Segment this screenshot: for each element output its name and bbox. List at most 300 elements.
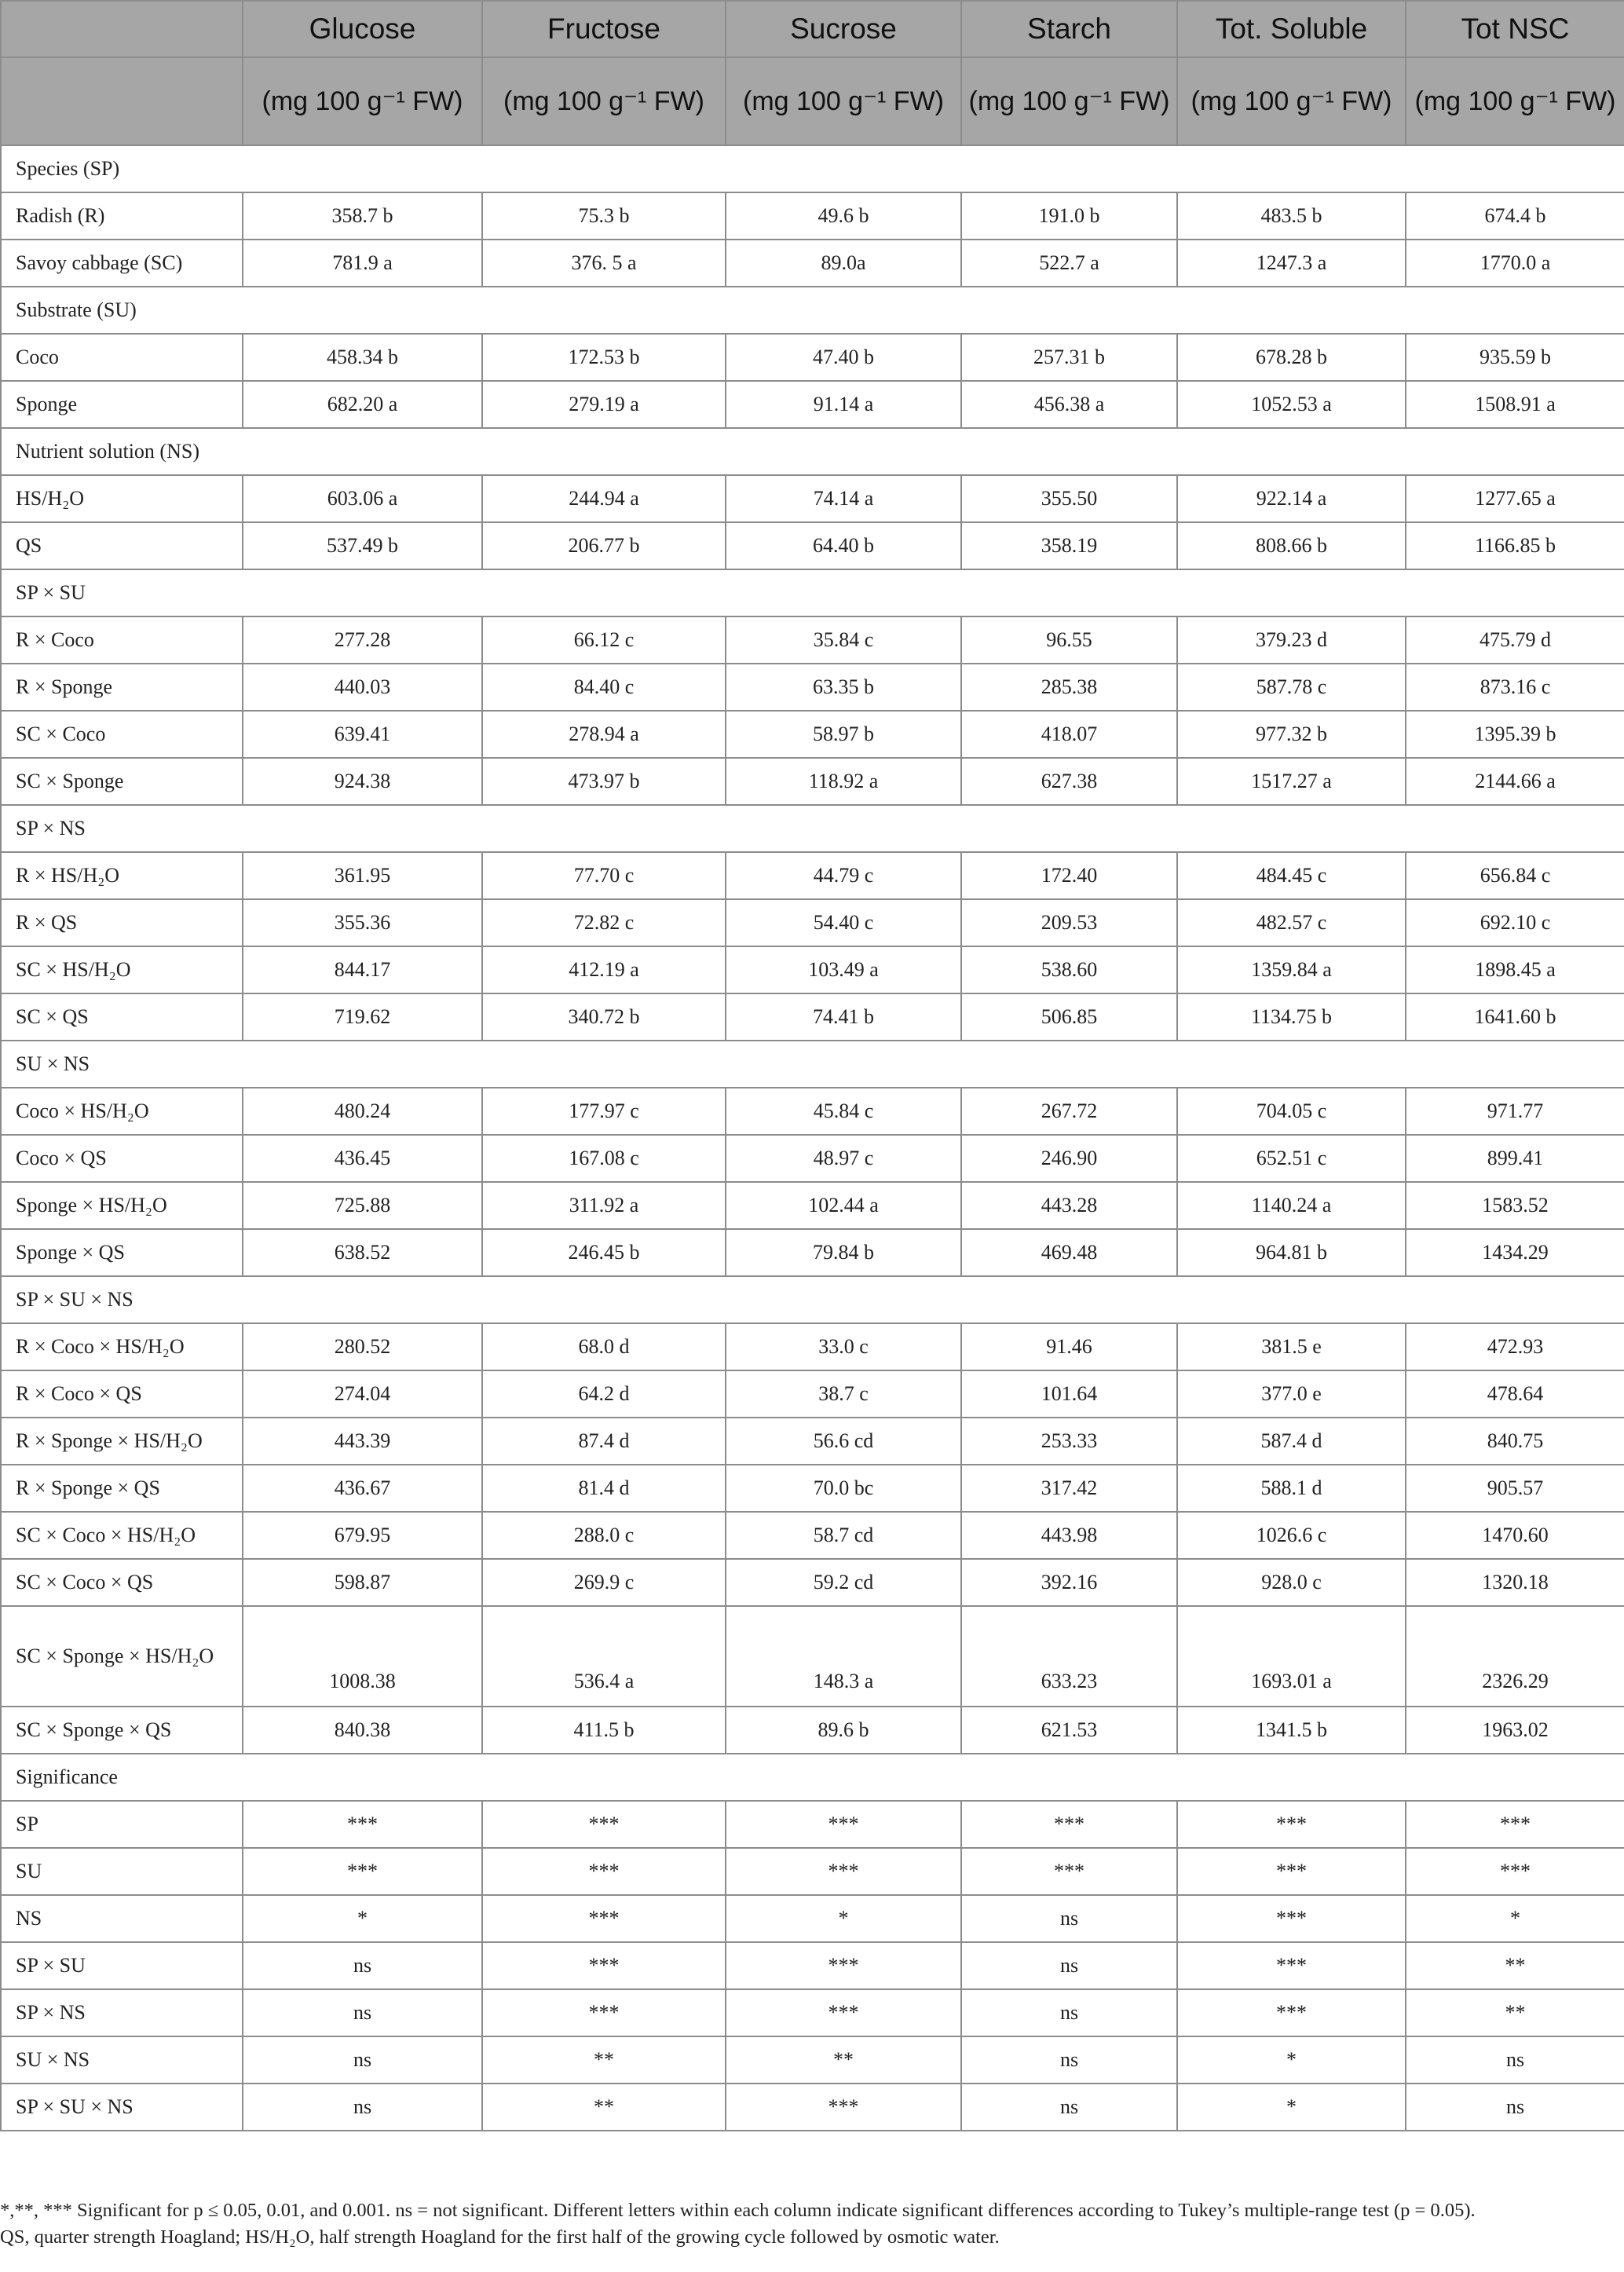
table-cell: 58.7 cd [726, 1512, 961, 1559]
table-cell: 964.81 b [1177, 1229, 1406, 1276]
table-cell: 781.9 a [243, 240, 482, 287]
table-cell: ns [243, 2036, 482, 2084]
table-cell: 443.98 [961, 1512, 1177, 1559]
table-cell: 44.79 c [726, 852, 961, 899]
table-cell: 899.41 [1406, 1135, 1624, 1182]
table-cell: 340.72 b [482, 993, 726, 1041]
row-label: Coco × QS [1, 1135, 243, 1182]
table-cell: 971.77 [1406, 1088, 1624, 1135]
table-cell: 935.59 b [1406, 334, 1624, 381]
table-cell: 587.78 c [1177, 664, 1406, 711]
table-cell: 2326.29 [1406, 1606, 1624, 1707]
table-row [1, 334, 1624, 381]
table-cell: 674.4 b [1406, 192, 1624, 240]
header-tot-soluble: Tot. Soluble [1177, 1, 1406, 57]
table-row [1, 1229, 1624, 1276]
row-label: SU × NS [1, 2036, 243, 2084]
section-label: SP × SU [1, 569, 1624, 616]
row-label: SC × Sponge [1, 758, 243, 805]
table-row [1, 616, 1624, 664]
table-cell: 484.45 c [1177, 852, 1406, 899]
table-row [1, 2036, 1624, 2084]
table-cell: *** [1177, 1848, 1406, 1895]
table-cell: 167.08 c [482, 1135, 726, 1182]
table-cell: 59.2 cd [726, 1559, 961, 1606]
table-cell: 588.1 d [1177, 1465, 1406, 1512]
row-label: NS [1, 1895, 243, 1942]
table-cell: 2144.66 a [1406, 758, 1624, 805]
table-row [1, 475, 1624, 522]
header-row-names [1, 1, 1624, 57]
table-cell: 538.60 [961, 946, 1177, 993]
table-cell: 598.87 [243, 1559, 482, 1606]
table-cell: ns [1406, 2036, 1624, 2084]
table-cell: 1693.01 a [1177, 1606, 1406, 1707]
table-row [1, 1418, 1624, 1465]
table-cell: 267.72 [961, 1088, 1177, 1135]
table-cell: 679.95 [243, 1512, 482, 1559]
table-cell: 355.50 [961, 475, 1177, 522]
table-cell: * [243, 1895, 482, 1942]
row-label: Coco [1, 334, 243, 381]
table-cell: *** [1177, 1895, 1406, 1942]
table-cell: *** [726, 1942, 961, 1989]
table-cell: 77.70 c [482, 852, 726, 899]
table-cell: 1508.91 a [1406, 381, 1624, 428]
header-corner [1, 1, 243, 57]
header-starch: Starch [961, 1, 1177, 57]
section-label: Species (SP) [1, 145, 1624, 192]
table-cell: 72.82 c [482, 899, 726, 946]
table-cell: *** [726, 1801, 961, 1848]
table-cell: 1277.65 a [1406, 475, 1624, 522]
header-tot-nsc: Tot NSC [1406, 1, 1624, 57]
table-cell: ns [243, 1989, 482, 2036]
table-cell: 246.90 [961, 1135, 1177, 1182]
row-label: SP [1, 1801, 243, 1848]
table-cell: 587.4 d [1177, 1418, 1406, 1465]
table-row [1, 1606, 1624, 1707]
table-cell: 1434.29 [1406, 1229, 1624, 1276]
row-label: SP × SU [1, 1942, 243, 1989]
table-cell: 103.49 a [726, 946, 961, 993]
table-cell: 443.28 [961, 1182, 1177, 1229]
table-cell: 358.19 [961, 522, 1177, 569]
table-row [1, 240, 1624, 287]
section-row [1, 1754, 1624, 1801]
table-cell: 482.57 c [1177, 899, 1406, 946]
table-cell: 49.6 b [726, 192, 961, 240]
table-cell: ns [243, 2084, 482, 2131]
table-cell: 278.94 a [482, 711, 726, 758]
table-cell: *** [1177, 1942, 1406, 1989]
section-label: Significance [1, 1754, 1624, 1801]
table-cell: 191.0 b [961, 192, 1177, 240]
row-label: R × Sponge [1, 664, 243, 711]
table-cell: 458.34 b [243, 334, 482, 381]
table-row [1, 1323, 1624, 1370]
row-label: QS [1, 522, 243, 569]
table-cell: 172.40 [961, 852, 1177, 899]
table-cell: 102.44 a [726, 1182, 961, 1229]
table-cell: *** [482, 1989, 726, 2036]
table-cell: 536.4 a [482, 1606, 726, 1707]
table-cell: ** [726, 2036, 961, 2084]
table-cell: 172.53 b [482, 334, 726, 381]
table-cell: 206.77 b [482, 522, 726, 569]
table-cell: 483.5 b [1177, 192, 1406, 240]
table-row [1, 946, 1624, 993]
table-row [1, 1465, 1624, 1512]
table-cell: *** [482, 1801, 726, 1848]
table-cell: 35.84 c [726, 616, 961, 664]
table-cell: 1395.39 b [1406, 711, 1624, 758]
table-cell: *** [1406, 1848, 1624, 1895]
unit-glucose: (mg 100 g⁻¹ FW) [243, 57, 482, 145]
footnote-abbreviations: QS, quarter strength Hoagland; HS/H₂O, half strength Hoagland for the first half of the growing cycle followed by osmotic water. [0, 2226, 1000, 2248]
section-label: SP × NS [1, 805, 1624, 852]
row-label: R × Coco × HS/H₂O [1, 1323, 243, 1370]
row-label: SU [1, 1848, 243, 1895]
row-label: Sponge [1, 381, 243, 428]
row-label: Sponge × QS [1, 1229, 243, 1276]
table-cell: 63.35 b [726, 664, 961, 711]
table-row [1, 711, 1624, 758]
table-cell: 472.93 [1406, 1323, 1624, 1370]
table-cell: 56.6 cd [726, 1418, 961, 1465]
table-cell: 392.16 [961, 1559, 1177, 1606]
table-cell: 91.14 a [726, 381, 961, 428]
table-cell: 639.41 [243, 711, 482, 758]
table-cell: 473.97 b [482, 758, 726, 805]
unit-fructose: (mg 100 g⁻¹ FW) [482, 57, 726, 145]
table-cell: 148.3 a [726, 1606, 961, 1707]
table-cell: 1140.24 a [1177, 1182, 1406, 1229]
table-cell: 64.40 b [726, 522, 961, 569]
table-cell: 277.28 [243, 616, 482, 664]
table-cell: 279.19 a [482, 381, 726, 428]
table-cell: 280.52 [243, 1323, 482, 1370]
row-label: Sponge × HS/H₂O [1, 1182, 243, 1229]
table-row [1, 664, 1624, 711]
section-label: SU × NS [1, 1041, 1624, 1088]
section-row [1, 805, 1624, 852]
table-cell: 81.4 d [482, 1465, 726, 1512]
table-cell: *** [1406, 1801, 1624, 1848]
table-cell: 358.7 b [243, 192, 482, 240]
table-cell: 412.19 a [482, 946, 726, 993]
section-label: SP × SU × NS [1, 1276, 1624, 1323]
table-cell: 379.23 d [1177, 616, 1406, 664]
table-cell: 209.53 [961, 899, 1177, 946]
table-cell: 692.10 c [1406, 899, 1624, 946]
table-row [1, 1182, 1624, 1229]
row-label: SC × Sponge × QS [1, 1707, 243, 1754]
table-cell: 64.2 d [482, 1370, 726, 1418]
table-cell: 725.88 [243, 1182, 482, 1229]
table-cell: ns [243, 1942, 482, 1989]
table-cell: 75.3 b [482, 192, 726, 240]
section-row [1, 569, 1624, 616]
table-cell: 1134.75 b [1177, 993, 1406, 1041]
row-label: R × Sponge × HS/H₂O [1, 1418, 243, 1465]
table-cell: 47.40 b [726, 334, 961, 381]
table-cell: 1359.84 a [1177, 946, 1406, 993]
table-cell: 38.7 c [726, 1370, 961, 1418]
table-cell: *** [243, 1848, 482, 1895]
row-label: R × Coco [1, 616, 243, 664]
row-label: HS/H₂O [1, 475, 243, 522]
table-cell: 288.0 c [482, 1512, 726, 1559]
table-cell: 844.17 [243, 946, 482, 993]
row-label: R × Sponge × QS [1, 1465, 243, 1512]
section-label: Substrate (SU) [1, 287, 1624, 334]
row-label: SC × QS [1, 993, 243, 1041]
table-cell: ** [1406, 1989, 1624, 2036]
table-cell: * [1177, 2084, 1406, 2131]
table-cell: 376. 5 a [482, 240, 726, 287]
table-cell: *** [726, 2084, 961, 2131]
unit-tot-nsc: (mg 100 g⁻¹ FW) [1406, 57, 1624, 145]
table-row [1, 758, 1624, 805]
table-cell: 603.06 a [243, 475, 482, 522]
table-cell: ns [961, 1895, 1177, 1942]
header-sucrose: Sucrose [726, 1, 961, 57]
row-label: R × HS/H₂O [1, 852, 243, 899]
header-glucose: Glucose [243, 1, 482, 57]
table-cell: ns [961, 2084, 1177, 2131]
table-cell: *** [243, 1801, 482, 1848]
table-cell: ** [482, 2036, 726, 2084]
table-cell: 1008.38 [243, 1606, 482, 1707]
table-cell: 1641.60 b [1406, 993, 1624, 1041]
table-row [1, 1707, 1624, 1754]
table-cell: 74.14 a [726, 475, 961, 522]
section-row [1, 428, 1624, 475]
table-cell: 361.95 [243, 852, 482, 899]
table-cell: ** [1406, 1942, 1624, 1989]
table-cell: 924.38 [243, 758, 482, 805]
table-cell: ns [961, 1942, 1177, 1989]
table-cell: 257.31 b [961, 334, 1177, 381]
table-cell: 1166.85 b [1406, 522, 1624, 569]
table-cell: 253.33 [961, 1418, 1177, 1465]
table-row [1, 1942, 1624, 1989]
table-cell: 311.92 a [482, 1182, 726, 1229]
table-row [1, 1370, 1624, 1418]
table-cell: 1898.45 a [1406, 946, 1624, 993]
table-row [1, 2084, 1624, 2131]
unit-sucrose: (mg 100 g⁻¹ FW) [726, 57, 961, 145]
table-row [1, 522, 1624, 569]
table-cell: ns [961, 2036, 1177, 2084]
table-cell: 1341.5 b [1177, 1707, 1406, 1754]
header-row-units [1, 57, 1624, 145]
table-cell: * [1406, 1895, 1624, 1942]
table-cell: 905.57 [1406, 1465, 1624, 1512]
table-cell: *** [482, 1942, 726, 1989]
section-row [1, 145, 1624, 192]
table-row [1, 381, 1624, 428]
table-cell: 678.28 b [1177, 334, 1406, 381]
table-row [1, 1135, 1624, 1182]
unit-starch: (mg 100 g⁻¹ FW) [961, 57, 1177, 145]
table-cell: 682.20 a [243, 381, 482, 428]
table-row [1, 1989, 1624, 2036]
section-row [1, 1276, 1624, 1323]
table-cell: 1320.18 [1406, 1559, 1624, 1606]
table-cell: 1770.0 a [1406, 240, 1624, 287]
table-cell: 436.45 [243, 1135, 482, 1182]
table-cell: 89.6 b [726, 1707, 961, 1754]
table-cell: *** [482, 1848, 726, 1895]
table-cell: ** [482, 2084, 726, 2131]
table-cell: 719.62 [243, 993, 482, 1041]
table-cell: 922.14 a [1177, 475, 1406, 522]
table-cell: 1026.6 c [1177, 1512, 1406, 1559]
table-cell: *** [726, 1848, 961, 1895]
row-label: R × Coco × QS [1, 1370, 243, 1418]
table-cell: 1517.27 a [1177, 758, 1406, 805]
table-cell: 418.07 [961, 711, 1177, 758]
table-cell: 478.64 [1406, 1370, 1624, 1418]
footnote-significance: *,**, *** Significant for p ≤ 0.05, 0.01, and 0.001. ns = not significant. Different letters within each column indicate significant differences according to Tukey’s multiple-range test (p = 0.05). [0, 2200, 1476, 2221]
table-cell: *** [1177, 1801, 1406, 1848]
table-cell: * [1177, 2036, 1406, 2084]
row-label: SP × SU × NS [1, 2084, 243, 2131]
table-cell: 840.75 [1406, 1418, 1624, 1465]
row-label: Savoy cabbage (SC) [1, 240, 243, 287]
table-body [1, 145, 1624, 2131]
table-cell: 633.23 [961, 1606, 1177, 1707]
table-row [1, 1559, 1624, 1606]
table-cell: 638.52 [243, 1229, 482, 1276]
table-cell: 68.0 d [482, 1323, 726, 1370]
row-label: SP × NS [1, 1989, 243, 2036]
table-cell: *** [726, 1989, 961, 2036]
row-label: Coco × HS/H₂O [1, 1088, 243, 1135]
table-cell: 89.0a [726, 240, 961, 287]
table-cell: 1583.52 [1406, 1182, 1624, 1229]
table-cell: 873.16 c [1406, 664, 1624, 711]
table-cell: 381.5 e [1177, 1323, 1406, 1370]
table-row [1, 1848, 1624, 1895]
table-cell: ns [961, 1989, 1177, 2036]
table-cell: *** [961, 1801, 1177, 1848]
table-cell: 355.36 [243, 899, 482, 946]
header-corner-units [1, 57, 243, 145]
table-cell: 377.0 e [1177, 1370, 1406, 1418]
table-row [1, 852, 1624, 899]
table-cell: * [726, 1895, 961, 1942]
table-cell: 475.79 d [1406, 616, 1624, 664]
table-cell: 246.45 b [482, 1229, 726, 1276]
table-cell: 84.40 c [482, 664, 726, 711]
table-cell: 96.55 [961, 616, 1177, 664]
section-row [1, 287, 1624, 334]
table-cell: 411.5 b [482, 1707, 726, 1754]
table-cell: 1052.53 a [1177, 381, 1406, 428]
table-cell: 285.38 [961, 664, 1177, 711]
row-label: SC × HS/H₂O [1, 946, 243, 993]
table-cell: 1247.3 a [1177, 240, 1406, 287]
table-cell: 469.48 [961, 1229, 1177, 1276]
table-cell: 33.0 c [726, 1323, 961, 1370]
table-cell: 522.7 a [961, 240, 1177, 287]
table-cell: 1470.60 [1406, 1512, 1624, 1559]
table-row [1, 1088, 1624, 1135]
table-row [1, 1801, 1624, 1848]
table-cell: 456.38 a [961, 381, 1177, 428]
table-row [1, 192, 1624, 240]
table-row [1, 993, 1624, 1041]
table-cell: 704.05 c [1177, 1088, 1406, 1135]
table-cell: 440.03 [243, 664, 482, 711]
row-label: SC × Coco × HS/H₂O [1, 1512, 243, 1559]
table-cell: 436.67 [243, 1465, 482, 1512]
table-cell: 928.0 c [1177, 1559, 1406, 1606]
table-row [1, 1512, 1624, 1559]
table-cell: ns [1406, 2084, 1624, 2131]
table-cell: 808.66 b [1177, 522, 1406, 569]
header-fructose: Fructose [482, 1, 726, 57]
table-cell: 656.84 c [1406, 852, 1624, 899]
table-cell: 269.9 c [482, 1559, 726, 1606]
table-cell: 317.42 [961, 1465, 1177, 1512]
table-cell: 79.84 b [726, 1229, 961, 1276]
table-cell: 87.4 d [482, 1418, 726, 1465]
row-label: R × QS [1, 899, 243, 946]
table-cell: 101.64 [961, 1370, 1177, 1418]
table-cell: 45.84 c [726, 1088, 961, 1135]
table-cell: 91.46 [961, 1323, 1177, 1370]
table-cell: 118.92 a [726, 758, 961, 805]
table-cell: 537.49 b [243, 522, 482, 569]
table-row [1, 899, 1624, 946]
table-cell: 244.94 a [482, 475, 726, 522]
table-header [1, 1, 1624, 145]
table-cell: 621.53 [961, 1707, 1177, 1754]
table-cell: 66.12 c [482, 616, 726, 664]
table-cell: 840.38 [243, 1707, 482, 1754]
table-row [1, 1895, 1624, 1942]
table-cell: 652.51 c [1177, 1135, 1406, 1182]
table-cell: 58.97 b [726, 711, 961, 758]
table-cell: *** [961, 1848, 1177, 1895]
table-cell: 48.97 c [726, 1135, 961, 1182]
table-cell: *** [1177, 1989, 1406, 2036]
row-label: SC × Coco [1, 711, 243, 758]
table-cell: *** [482, 1895, 726, 1942]
table-cell: 274.04 [243, 1370, 482, 1418]
row-label: SC × Sponge × HS/H₂O [1, 1606, 243, 1707]
table-footnote [0, 2197, 1624, 2251]
table-cell: 480.24 [243, 1088, 482, 1135]
table-cell: 443.39 [243, 1418, 482, 1465]
table-cell: 506.85 [961, 993, 1177, 1041]
row-label: SC × Coco × QS [1, 1559, 243, 1606]
table-cell: 54.40 c [726, 899, 961, 946]
table-cell: 74.41 b [726, 993, 961, 1041]
table-cell: 1963.02 [1406, 1707, 1624, 1754]
unit-tot-soluble: (mg 100 g⁻¹ FW) [1177, 57, 1406, 145]
row-label: Radish (R) [1, 192, 243, 240]
table-cell: 70.0 bc [726, 1465, 961, 1512]
table-cell: 177.97 c [482, 1088, 726, 1135]
section-row [1, 1041, 1624, 1088]
section-label: Nutrient solution (NS) [1, 428, 1624, 475]
table-cell: 977.32 b [1177, 711, 1406, 758]
